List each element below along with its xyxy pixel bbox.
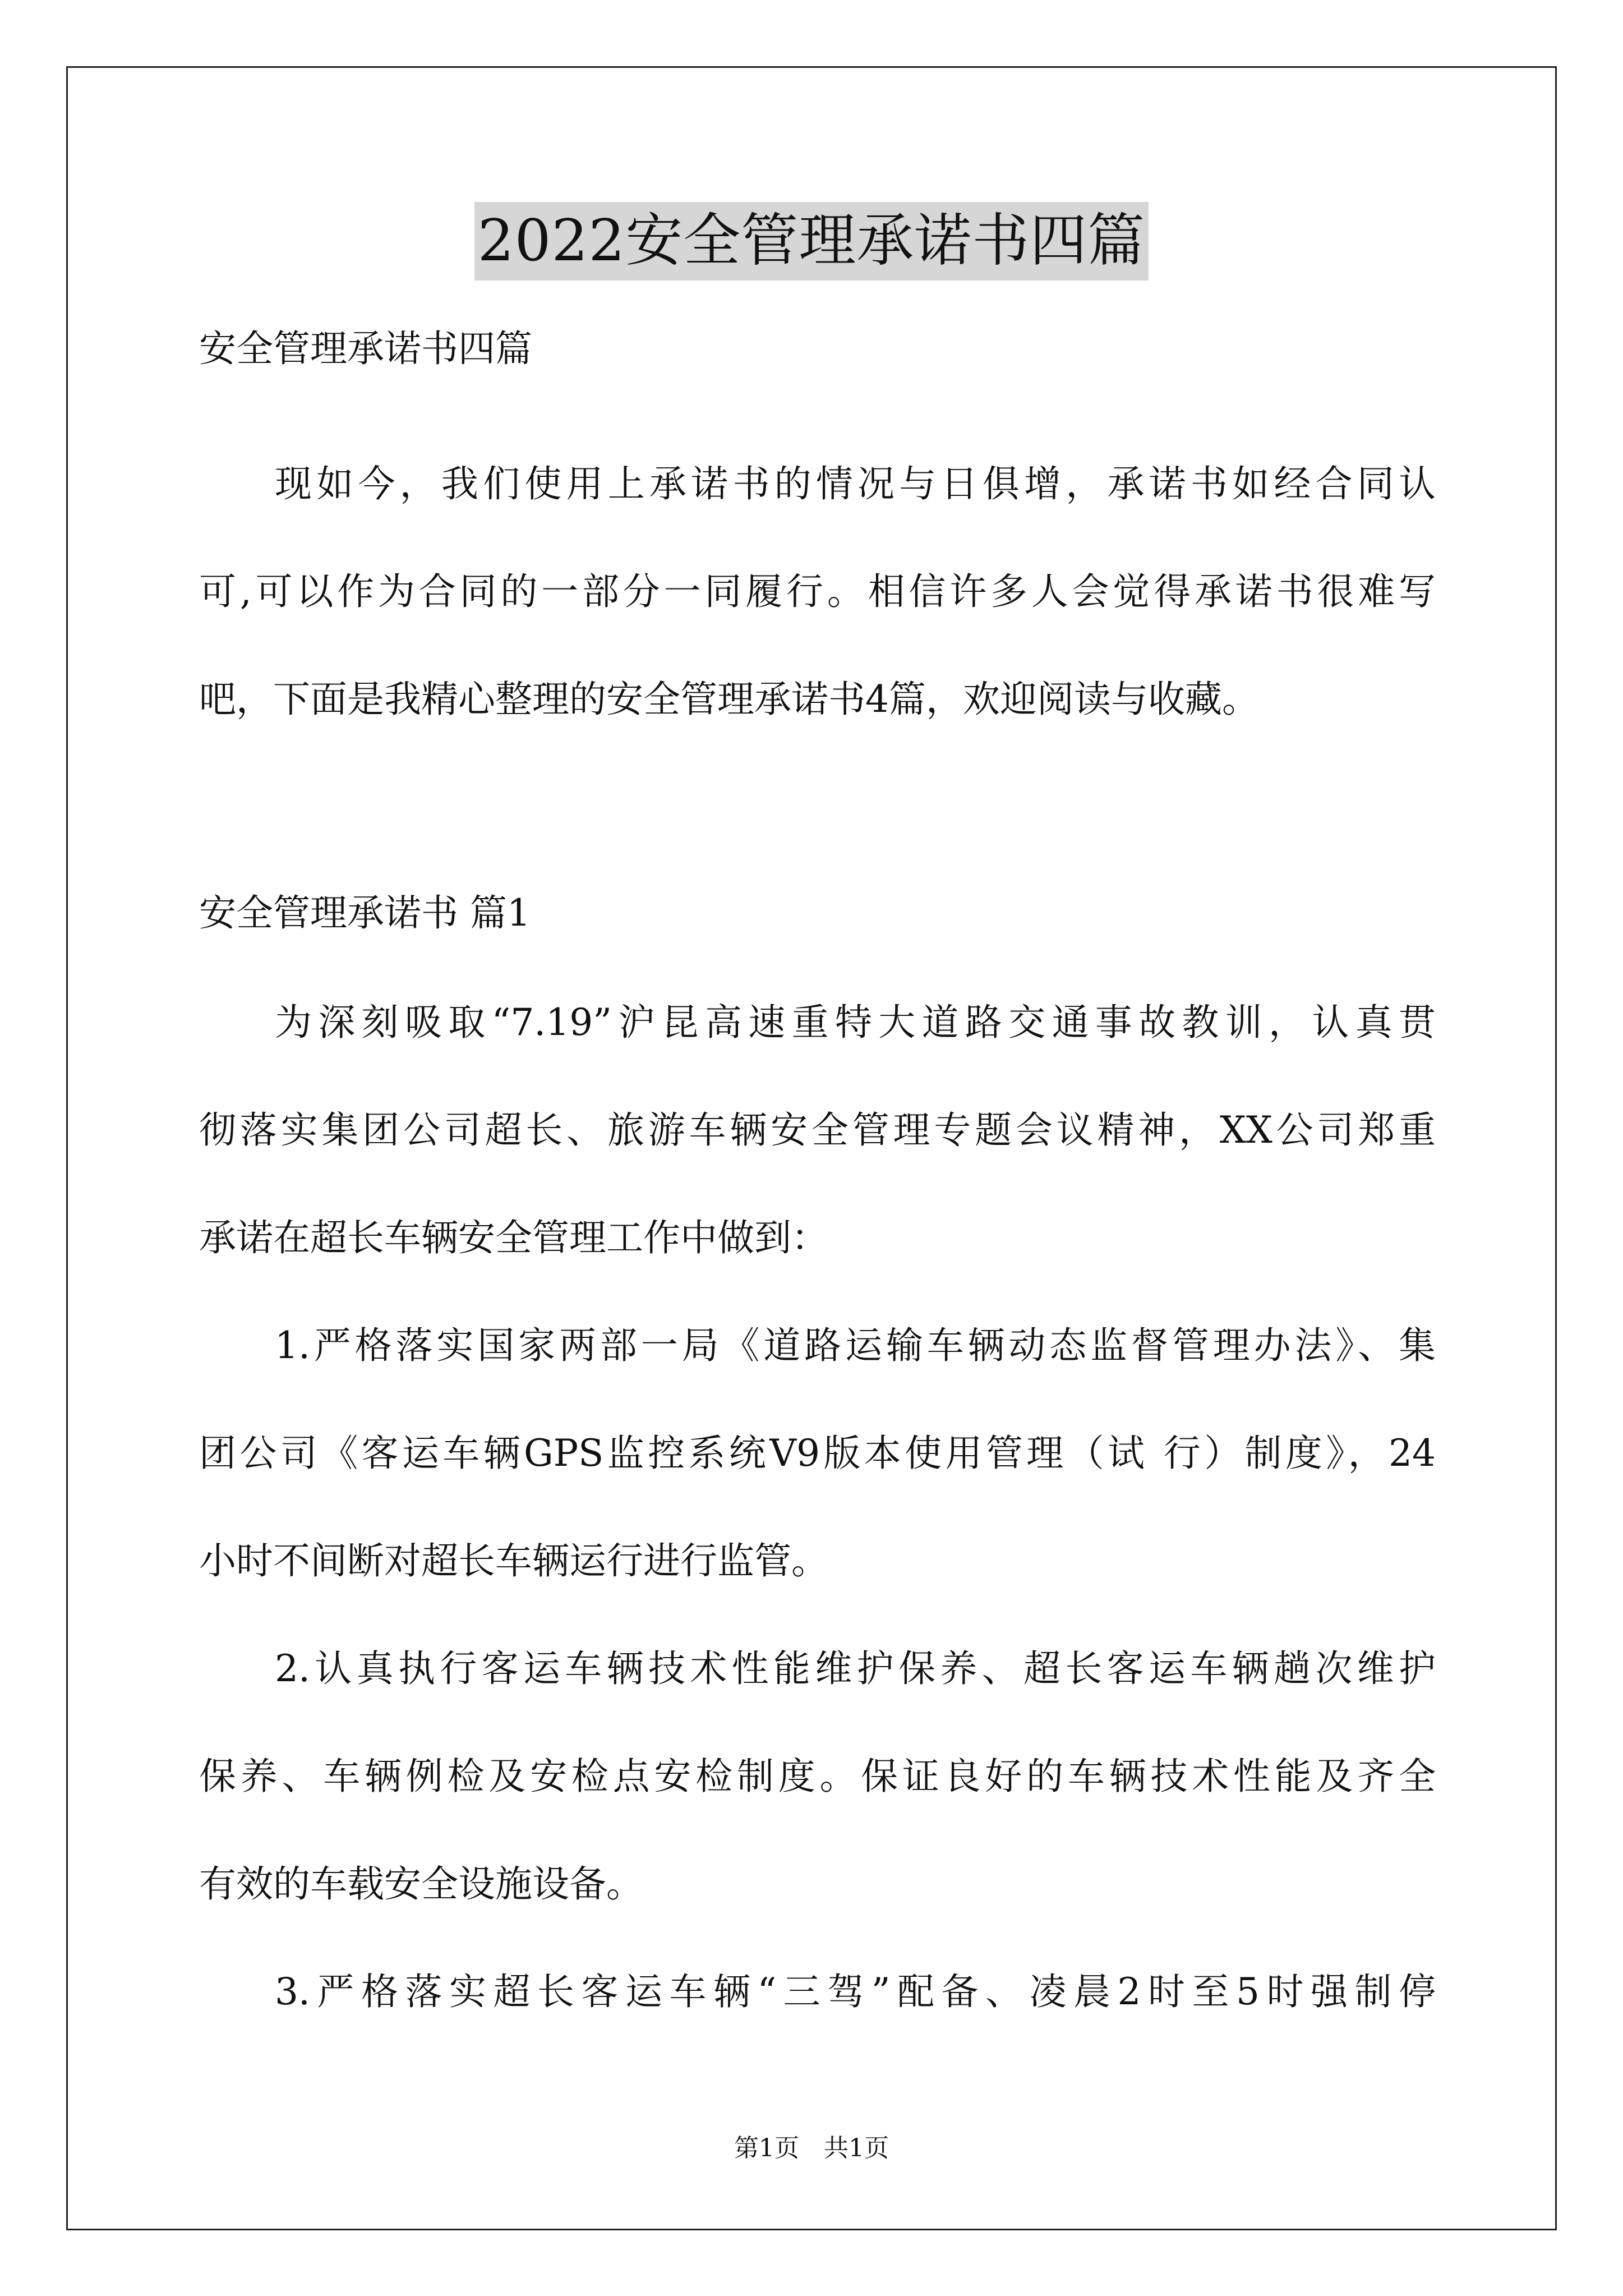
para1-line-2: 彻落实集团公司超长、旅游车辆安全管理专题会议精神，XX公司郑重	[199, 1108, 1436, 1152]
document-title-container	[0, 202, 1623, 280]
item3-line-1: 3.严格落实超长客运车辆“三驾”配备、凌晨2时至5时强制停	[275, 1970, 1436, 2013]
document-title: 2022安全管理承诺书四篇	[474, 202, 1149, 280]
item1-line-3: 小时不间断对超长车辆运行进行监管。	[199, 1539, 828, 1582]
para1-line-3: 承诺在超长车辆安全管理工作中做到：	[199, 1216, 828, 1259]
item1-line-2: 团公司《客运车辆GPS监控系统V9版本使用管理（试 行）制度》，24	[199, 1432, 1436, 1475]
item1-line-1: 1.严格落实国家两部一局《道路运输车辆动态监督管理办法》、集	[275, 1324, 1436, 1367]
section-heading: 安全管理承诺书 篇1	[199, 891, 531, 935]
intro-line-2: 可,可以作为合同的一部分一同履行。相信许多人会觉得承诺书很难写	[199, 570, 1436, 613]
intro-line-1: 现如今，我们使用上承诺书的情况与日俱增，承诺书如经合同认	[275, 462, 1436, 505]
page-number: 第1页	[734, 2134, 799, 2162]
page-footer	[0, 2132, 1623, 2165]
item2-line-2: 保养、车辆例检及安检点安检制度。保证良好的车辆技术性能及齐全	[199, 1755, 1436, 1798]
item2-line-3: 有效的车载安全设施设备。	[199, 1862, 643, 1906]
intro-line-3: 吧，下面是我精心整理的安全管理承诺书4篇，欢迎阅读与收藏。	[199, 678, 1259, 721]
page-total: 共1页	[824, 2134, 889, 2162]
document-subtitle: 安全管理承诺书四篇	[199, 327, 532, 370]
para1-line-1: 为深刻吸取“7.19”沪昆高速重特大道路交通事故教训，认真贯	[275, 1001, 1436, 1044]
item2-line-1: 2.认真执行客运车辆技术性能维护保养、超长客运车辆趟次维护	[275, 1647, 1436, 1690]
